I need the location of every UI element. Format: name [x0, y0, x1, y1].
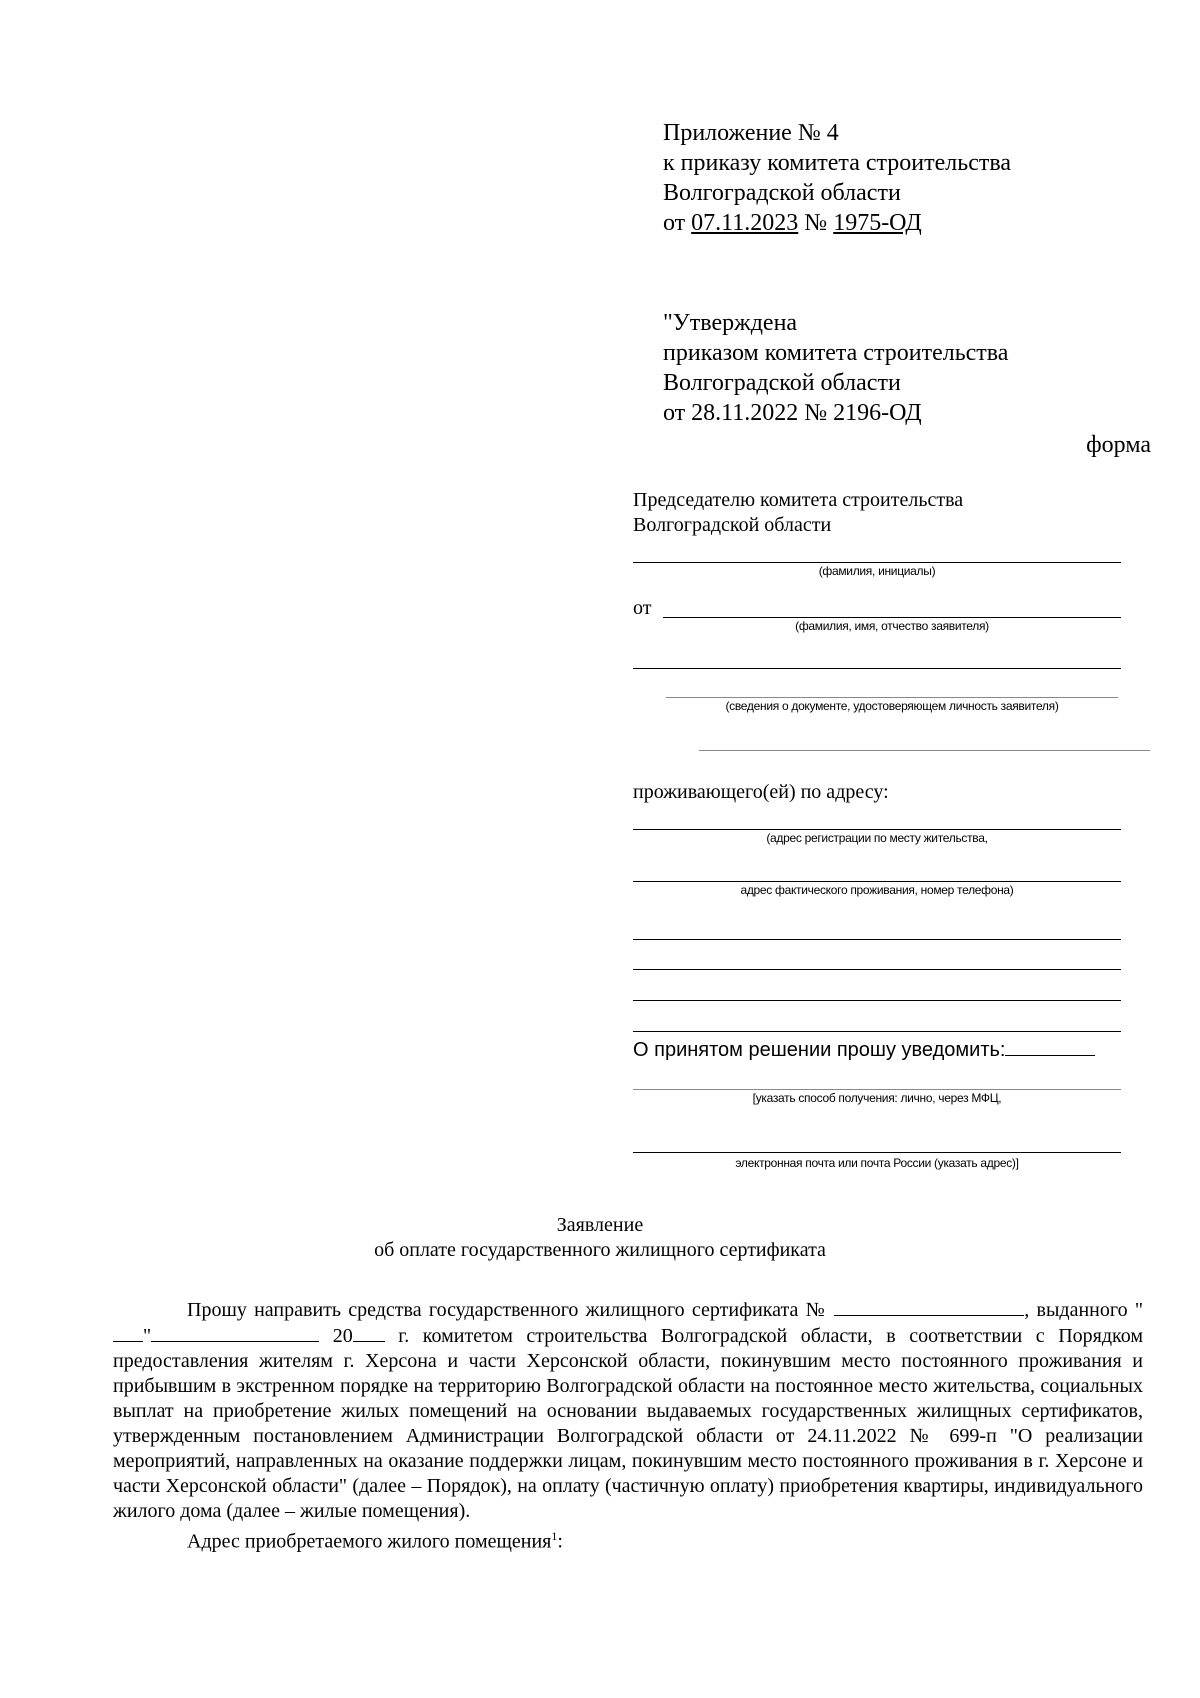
applicant-name-field[interactable]	[663, 617, 1121, 618]
identity-doc-field-1[interactable]	[633, 668, 1121, 669]
actual-address-field[interactable]	[633, 881, 1121, 882]
caption-actual-address: адрес фактического проживания, номер телефона)	[740, 883, 1014, 897]
appendix-date: 07.11.2023	[691, 210, 799, 236]
extra-line-3[interactable]	[633, 1000, 1121, 1001]
notify-field[interactable]	[1005, 1037, 1095, 1056]
notify-label-row	[633, 1037, 1095, 1063]
p1-comma: ,	[1024, 1299, 1030, 1321]
title-line-1: Заявление	[556, 1214, 644, 1236]
appendix-region-line: Волгоградской области	[663, 180, 901, 206]
extra-line-2[interactable]	[633, 969, 1121, 970]
certificate-number-field[interactable]	[834, 1297, 1024, 1316]
approved-block	[663, 308, 1008, 428]
p1-quote: "	[143, 1325, 152, 1347]
caption-reg-address: (адрес регистрации по месту жительства,	[766, 831, 988, 845]
approved-line-3: Волгоградской области	[663, 370, 901, 396]
p1-year: 20	[332, 1325, 353, 1347]
addressee-line-1: Председателю комитета строительства	[633, 489, 964, 511]
from-label: от	[633, 597, 652, 619]
appendix-block	[663, 118, 1011, 238]
document-title	[0, 1213, 1200, 1263]
approved-line-1: "Утверждена	[663, 310, 798, 336]
appendix-order-line: к приказу комитета строительства	[663, 150, 1012, 176]
extra-line-4[interactable]	[633, 1031, 1121, 1032]
caption-method-1: [указать способ получения: лично, через МФЦ,	[752, 1091, 1002, 1105]
p1-rest: г. комитетом строительства Волгоградской области, в соответствии с Порядком предоставления жителям г. Херсона и части Херсонской области, покинувшим место постоянного проживания и прибывшим в экстренном порядке на территорию Волгоградской области на постоянное место жительства, социальных выплат на приобретение жилых помещений на основании выдаваемых государственных жилищных сертификатов, утвержденным постановлением Администрации Волгоградской области от 24.11.2022 № 699-п "О реализации мероприятий, направленных на оказание поддержки лицам, покинувшим место постоянного проживания в г. Херсоне и части Херсонской области" (далее – Порядок), на оплату (частичную оплату) приобретения квартиры, индивидуального жилого дома (далее – жилые помещения).	[113, 1325, 1144, 1522]
paragraph-2	[113, 1524, 1143, 1555]
appendix-no-sign: №	[804, 210, 828, 236]
p2-text: Адрес приобретаемого жилого помещения	[187, 1530, 552, 1553]
caption-applicant-name: (фамилия, имя, отчество заявителя)	[795, 619, 989, 633]
notify-method-field-1[interactable]	[633, 1089, 1121, 1090]
extra-line-1[interactable]	[633, 939, 1121, 940]
appendix-from: от	[663, 210, 686, 236]
addressee-line-2: Волгоградской области	[633, 514, 832, 536]
caption-method-2: электронная почта или почта России (указать адрес)]	[735, 1156, 1019, 1170]
appendix-number: 1975-ОД	[833, 210, 922, 236]
addressee-block	[633, 488, 963, 538]
issue-year-field[interactable]	[353, 1323, 385, 1342]
issue-day-field[interactable]	[113, 1323, 143, 1342]
identity-doc-field-2[interactable]	[666, 697, 1118, 698]
residing-label: проживающего(ей) по адресу:	[633, 781, 889, 803]
approved-line-4: от 28.11.2022 № 2196-ОД	[663, 400, 922, 426]
chair-name-field[interactable]	[633, 562, 1121, 563]
appendix-date-line	[663, 208, 1011, 238]
notify-method-field-2[interactable]	[633, 1152, 1121, 1153]
approved-line-2: приказом комитета строительства	[663, 340, 1009, 366]
p2-colon: :	[557, 1530, 563, 1553]
footnote-mark: 1	[551, 1529, 558, 1543]
caption-chair-name: (фамилия, инициалы)	[818, 564, 936, 578]
form-label: форма	[1086, 432, 1151, 458]
paragraph-1	[113, 1297, 1143, 1524]
p1-issued: выданного "	[1036, 1299, 1144, 1321]
p1-start: Прошу направить средства государственного жилищного сертификата №	[187, 1299, 828, 1321]
issue-month-field[interactable]	[151, 1323, 319, 1342]
identity-doc-field-3[interactable]	[699, 750, 1150, 751]
notify-label: О принятом решении прошу уведомить:	[633, 1039, 1006, 1061]
appendix-title: Приложение № 4	[663, 120, 839, 146]
caption-identity-doc: (сведения о документе, удостоверяющем личность заявителя)	[725, 699, 1059, 713]
application-body	[113, 1297, 1143, 1555]
reg-address-field[interactable]	[633, 829, 1121, 830]
title-line-2: об оплате государственного жилищного сертификата	[374, 1239, 826, 1261]
